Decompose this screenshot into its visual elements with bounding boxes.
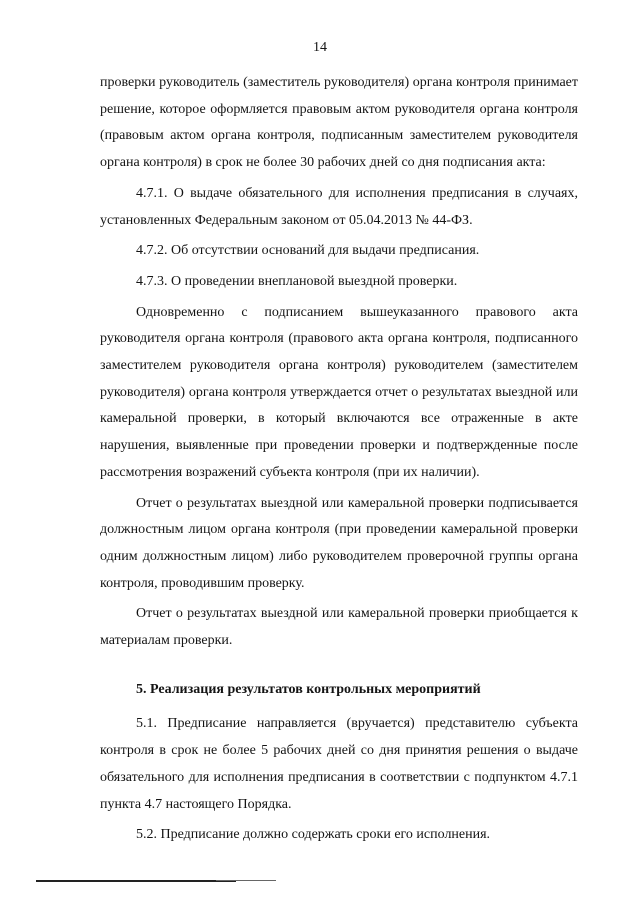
paragraph-4-7-3: 4.7.3. О проведении внеплановой выездной проверки.: [136, 273, 458, 289]
document-body: [100, 70, 578, 849]
paragraph-5-1: 5.1. Предписание направляется (вручается) представителю субъекта контроля в срок не более 5 рабочих дней со дня принятия решения о выдаче обязательного для исполнения предписания в соответствии с подпунктом 4.7.1 пункта 4.7 настоящего Порядка.: [100, 716, 578, 812]
paragraph-decision: проверки руководитель (заместитель руководителя) органа контроля принимает решение, которое оформляется правовым актом руководителя органа контроля (правовым актом органа контроля, подписанным заместителем руководителя органа контроля) в срок не более 30 рабочих дней со дня подписания акта:: [100, 75, 578, 171]
paragraph-5-2: 5.2. Предписание должно содержать сроки его исполнения.: [136, 827, 491, 843]
paragraph-report-attachment: Отчет о результатах выездной или камеральной проверки приобщается к материалам проверки.: [100, 606, 578, 649]
section-heading-5: 5. Реализация результатов контрольных мероприятий: [136, 681, 481, 697]
bottom-rule: [36, 880, 236, 882]
paragraph-4-7-1: 4.7.1. О выдаче обязательного для исполнения предписания в случаях, установленных Федеральным законом от 05.04.2013 № 44-ФЗ.: [100, 185, 578, 228]
paragraph-report-approval: Одновременно с подписанием вышеуказанного правового акта руководителя органа контроля (правового акта органа контроля, подписанного заместителем руководителя органа контроля) руководителем (заместителем руководителя) органа контроля утверждается отчет о результатах выездной или камеральной проверки, в который включаются все отраженные в акте нарушения, выявленные при проведении проверки и подтвержденные после рассмотрения возражений субъекта контроля (при их наличии).: [100, 304, 578, 480]
paragraph-4-7-2: 4.7.2. Об отсутствии оснований для выдачи предписания.: [136, 243, 480, 259]
page-number: 14: [313, 40, 327, 55]
paragraph-report-signing: Отчет о результатах выездной или камеральной проверки подписывается должностным лицом органа контроля (при проведении камеральной проверки одним должностным лицом) либо руководителем проверочной группы органа контроля, проводившим проверку.: [100, 495, 578, 591]
